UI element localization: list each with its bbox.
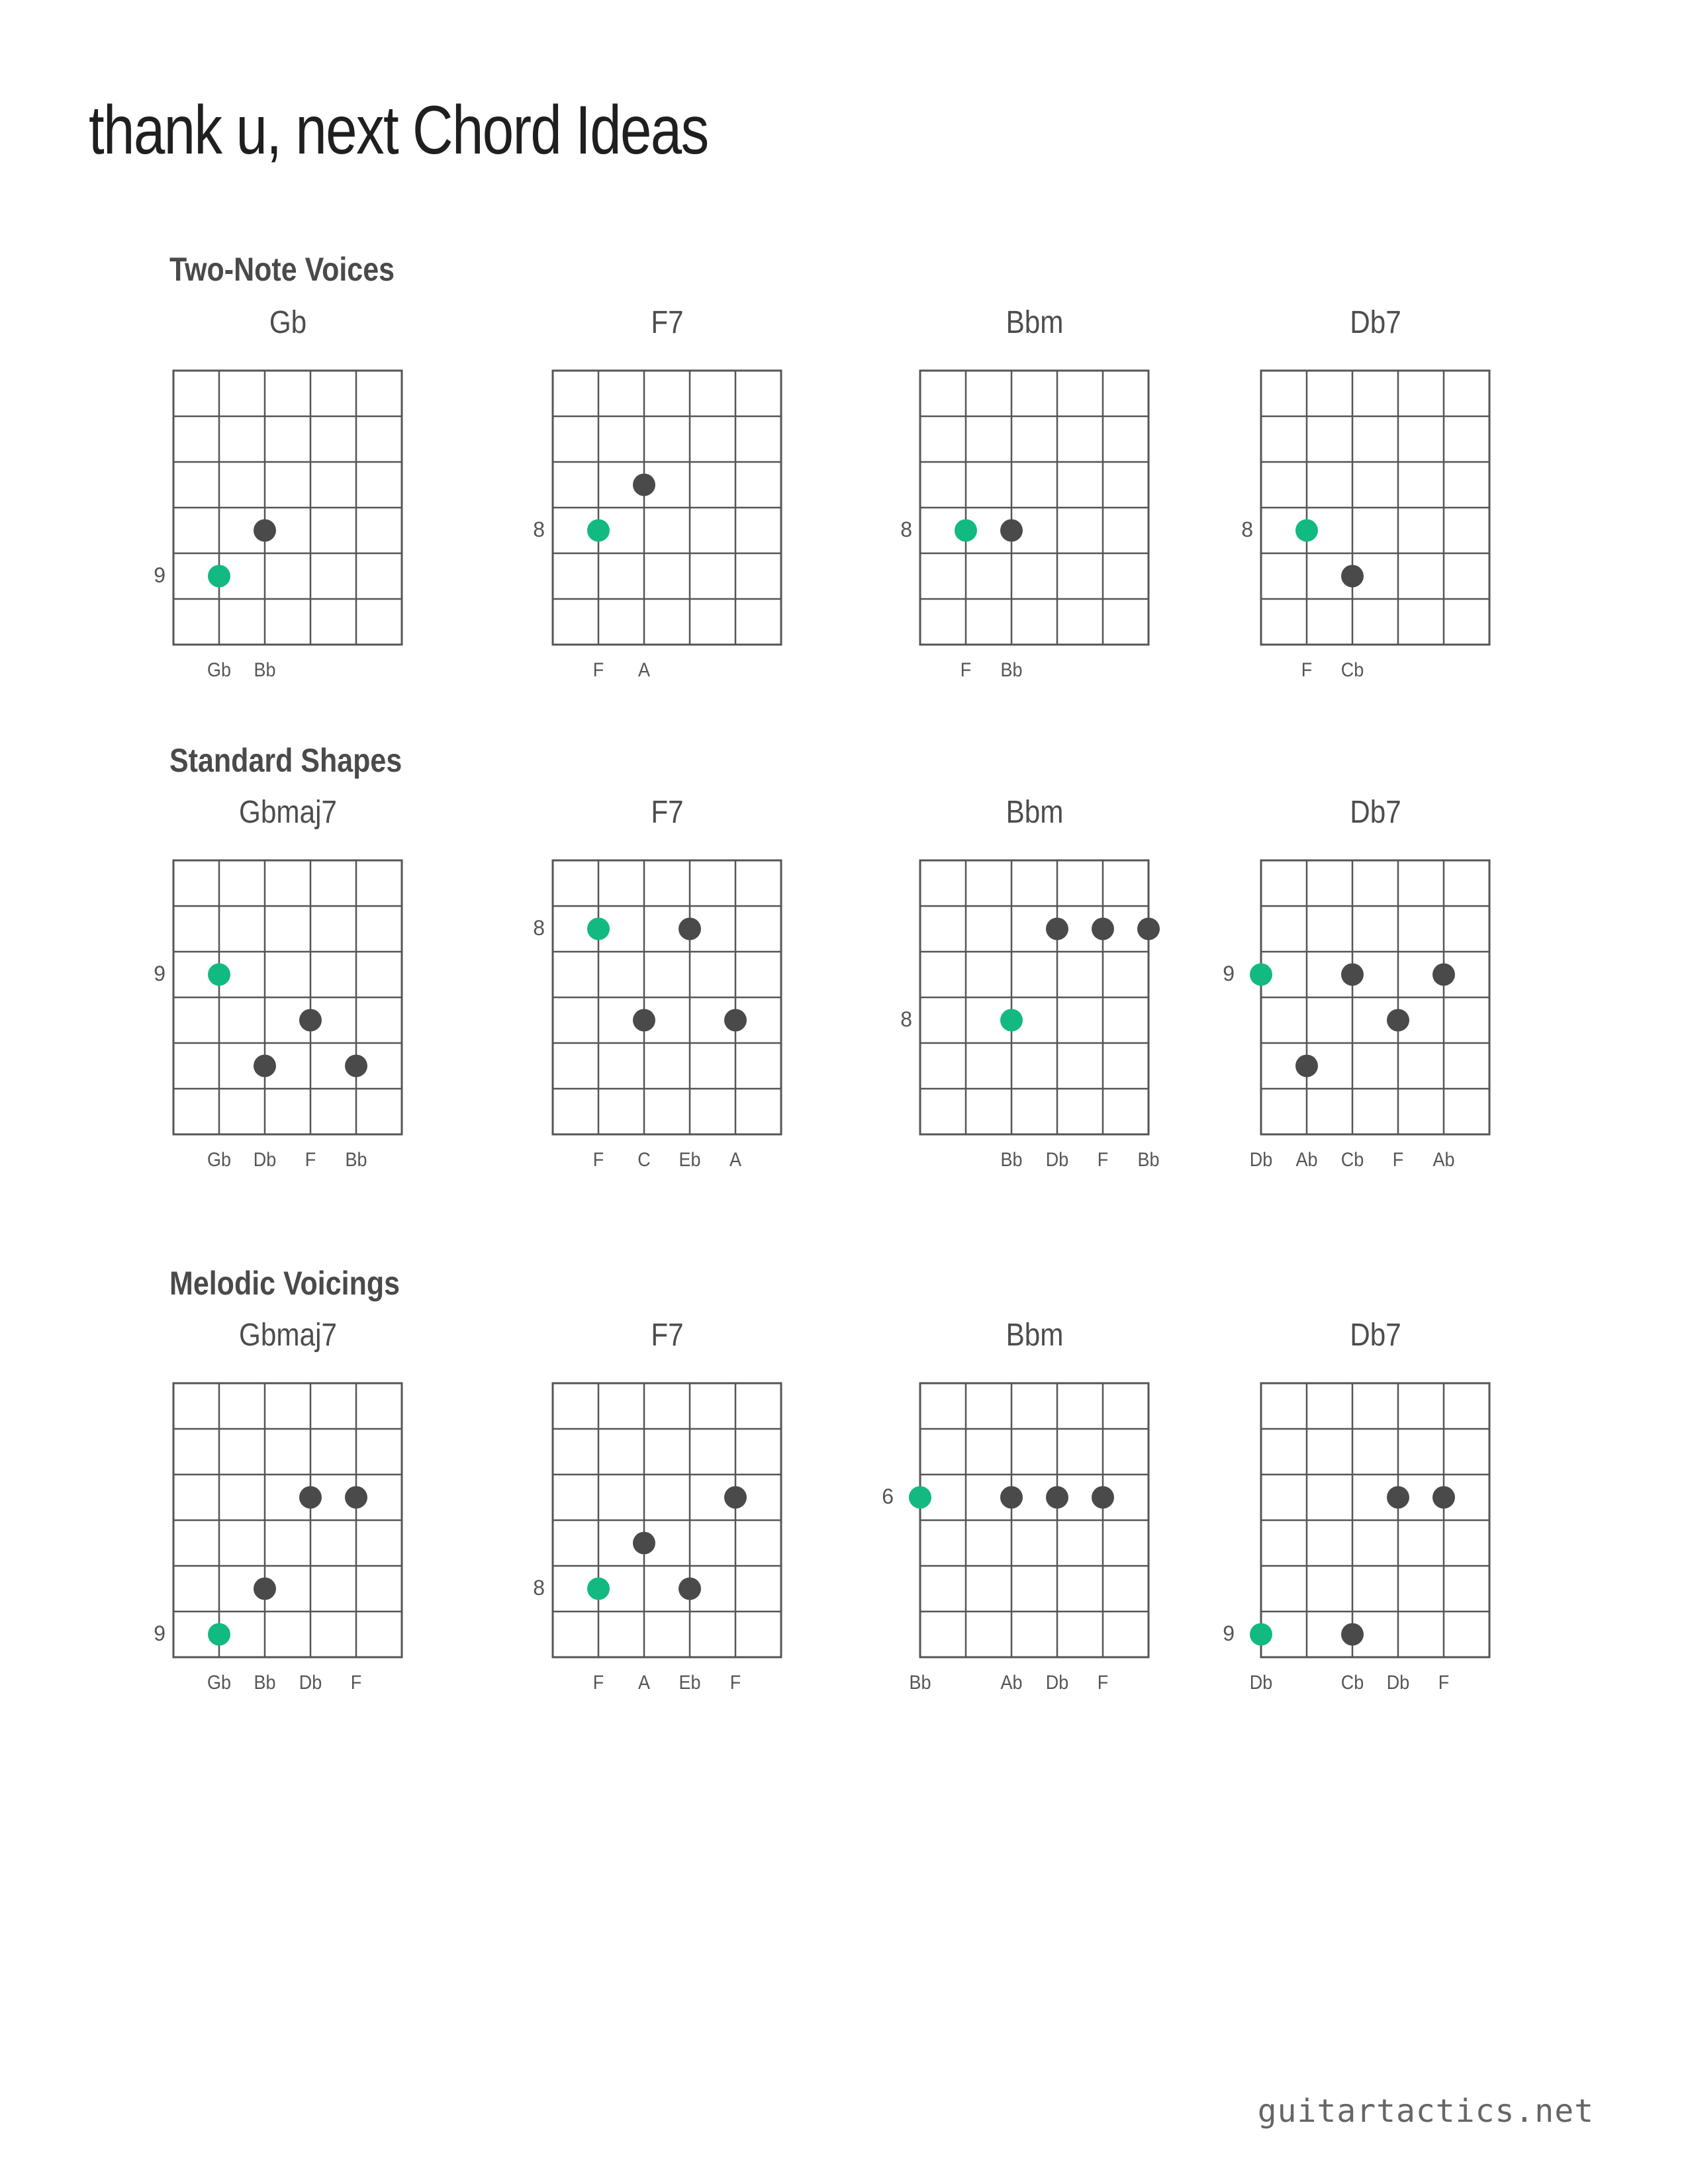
note-label: A — [729, 1149, 741, 1171]
fretboard-grid — [880, 1317, 1192, 1714]
footer-site-name: guitartactics.net — [1257, 2093, 1594, 2130]
note-label: Cb — [1340, 659, 1364, 681]
chord-name: F7 — [650, 795, 684, 830]
note-label: Db — [1386, 1672, 1410, 1694]
fret-number: 8 — [900, 517, 912, 541]
note-label: F — [729, 1672, 741, 1694]
root-note-dot — [208, 964, 230, 986]
note-dot — [254, 1578, 276, 1600]
note-label: Gb — [207, 659, 232, 681]
note-label: Db — [299, 1672, 322, 1694]
chord-name: F7 — [650, 305, 684, 340]
note-dot — [1432, 964, 1455, 986]
note-label: Bb — [1137, 1149, 1160, 1171]
note-dot — [1000, 1486, 1023, 1509]
note-label: Db — [1249, 1149, 1273, 1171]
fretboard-grid — [134, 1317, 445, 1714]
fret-number: 8 — [533, 1575, 545, 1600]
fretboard-grid — [513, 304, 824, 702]
fretboard-grid — [1221, 1317, 1532, 1714]
note-dot — [633, 474, 655, 496]
note-dot — [724, 1009, 747, 1032]
note-dot — [1341, 565, 1364, 588]
note-dot — [1046, 1486, 1068, 1509]
note-label: Bb — [909, 1672, 931, 1694]
note-label: Cb — [1340, 1672, 1364, 1694]
note-label: Eb — [679, 1672, 701, 1694]
note-label: Bb — [1000, 659, 1023, 681]
note-label: Db — [253, 1149, 277, 1171]
note-label: F — [592, 659, 604, 681]
note-label: Gb — [207, 1149, 232, 1171]
note-dot — [633, 1532, 655, 1555]
note-label: Db — [1249, 1672, 1273, 1694]
chord-diagram — [134, 1317, 445, 1714]
chord-diagram — [1221, 304, 1532, 702]
chord-name: Bbm — [1006, 1318, 1063, 1353]
note-dot — [679, 1578, 701, 1600]
fret-number: 8 — [533, 915, 545, 940]
fretboard-grid — [1221, 304, 1532, 702]
chord-diagram — [1221, 794, 1532, 1191]
root-note-dot — [955, 520, 977, 542]
note-label: Ab — [1295, 1149, 1318, 1171]
chord-diagram — [134, 304, 445, 702]
fretboard-grid — [1221, 794, 1532, 1191]
note-dot — [1341, 1623, 1364, 1646]
fretboard-grid — [880, 794, 1192, 1191]
fretboard-grid — [134, 304, 445, 702]
chord-diagram — [513, 794, 824, 1191]
chord-name: Db7 — [1349, 795, 1401, 830]
chord-name: F7 — [650, 1318, 684, 1353]
note-dot — [1432, 1486, 1455, 1509]
note-label: F — [305, 1149, 316, 1171]
fretboard-grid — [513, 1317, 824, 1714]
note-label: F — [1392, 1149, 1404, 1171]
root-note-dot — [1295, 520, 1318, 542]
root-note-dot — [1250, 964, 1272, 986]
note-dot — [1295, 1055, 1318, 1077]
chord-name: Bbm — [1006, 795, 1063, 830]
note-dot — [345, 1486, 367, 1509]
fret-number: 8 — [533, 517, 545, 541]
fretboard-grid — [134, 794, 445, 1191]
note-dot — [1137, 918, 1160, 940]
root-note-dot — [587, 520, 610, 542]
chord-name: Db7 — [1349, 1318, 1401, 1353]
fret-number: 9 — [154, 1621, 165, 1645]
note-dot — [1387, 1009, 1409, 1032]
note-label: Cb — [1340, 1149, 1364, 1171]
fret-number: 9 — [1223, 961, 1235, 985]
note-label: F — [1438, 1672, 1450, 1694]
note-label: Eb — [679, 1149, 701, 1171]
fret-number: 6 — [882, 1484, 894, 1508]
fret-number: 9 — [1223, 1621, 1235, 1645]
root-note-dot — [208, 1623, 230, 1646]
root-note-dot — [587, 1578, 610, 1600]
page-title: thank u, next Chord Ideas — [89, 92, 708, 169]
note-label: Ab — [1000, 1672, 1023, 1694]
root-note-dot — [1250, 1623, 1272, 1646]
chord-diagram — [880, 794, 1192, 1191]
chord-name: Gbmaj7 — [238, 795, 337, 830]
root-note-dot — [1000, 1009, 1023, 1032]
fret-number: 8 — [1241, 517, 1253, 541]
note-label: F — [1301, 659, 1313, 681]
note-label: Bb — [345, 1149, 367, 1171]
note-label: Ab — [1432, 1149, 1455, 1171]
note-dot — [1046, 918, 1068, 940]
fretboard-grid — [513, 794, 824, 1191]
chord-diagram — [880, 304, 1192, 702]
note-dot — [679, 918, 701, 940]
fret-number: 8 — [900, 1007, 912, 1031]
note-label: F — [592, 1672, 604, 1694]
chord-name: Gbmaj7 — [238, 1318, 337, 1353]
note-label: F — [1097, 1149, 1109, 1171]
chord-name: Bbm — [1006, 305, 1063, 340]
note-label: Gb — [207, 1672, 232, 1694]
section-title-standard-shapes: Standard Shapes — [169, 742, 402, 779]
note-label: A — [637, 1672, 650, 1694]
note-label: Bb — [1000, 1149, 1023, 1171]
fretboard-grid — [880, 304, 1192, 702]
section-title-melodic-voicings: Melodic Voicings — [169, 1265, 400, 1302]
root-note-dot — [909, 1486, 931, 1509]
note-dot — [633, 1009, 655, 1032]
note-label: F — [960, 659, 972, 681]
note-dot — [1341, 964, 1364, 986]
chord-diagram — [513, 1317, 824, 1714]
note-dot — [299, 1486, 322, 1509]
note-label: Db — [1045, 1672, 1069, 1694]
note-label: Bb — [254, 659, 276, 681]
note-dot — [1000, 520, 1023, 542]
note-label: Db — [1045, 1149, 1069, 1171]
root-note-dot — [587, 918, 610, 940]
note-dot — [345, 1055, 367, 1077]
note-dot — [724, 1486, 747, 1509]
chord-name: Gb — [269, 305, 306, 340]
fret-number: 9 — [154, 961, 165, 985]
note-label: C — [637, 1149, 651, 1171]
note-dot — [1387, 1486, 1409, 1509]
note-dot — [1092, 1486, 1114, 1509]
note-label: F — [1097, 1672, 1109, 1694]
note-label: A — [637, 659, 650, 681]
chord-diagram — [513, 304, 824, 702]
note-label: Bb — [254, 1672, 276, 1694]
note-dot — [1092, 918, 1114, 940]
note-dot — [254, 1055, 276, 1077]
fret-number: 9 — [154, 563, 165, 587]
chord-name: Db7 — [1349, 305, 1401, 340]
chord-diagram — [880, 1317, 1192, 1714]
section-title-two-note-voices: Two-Note Voices — [169, 251, 395, 288]
chord-diagram — [1221, 1317, 1532, 1714]
note-label: F — [592, 1149, 604, 1171]
note-dot — [254, 520, 276, 542]
note-dot — [299, 1009, 322, 1032]
chord-diagram — [134, 794, 445, 1191]
note-label: F — [350, 1672, 362, 1694]
root-note-dot — [208, 565, 230, 588]
